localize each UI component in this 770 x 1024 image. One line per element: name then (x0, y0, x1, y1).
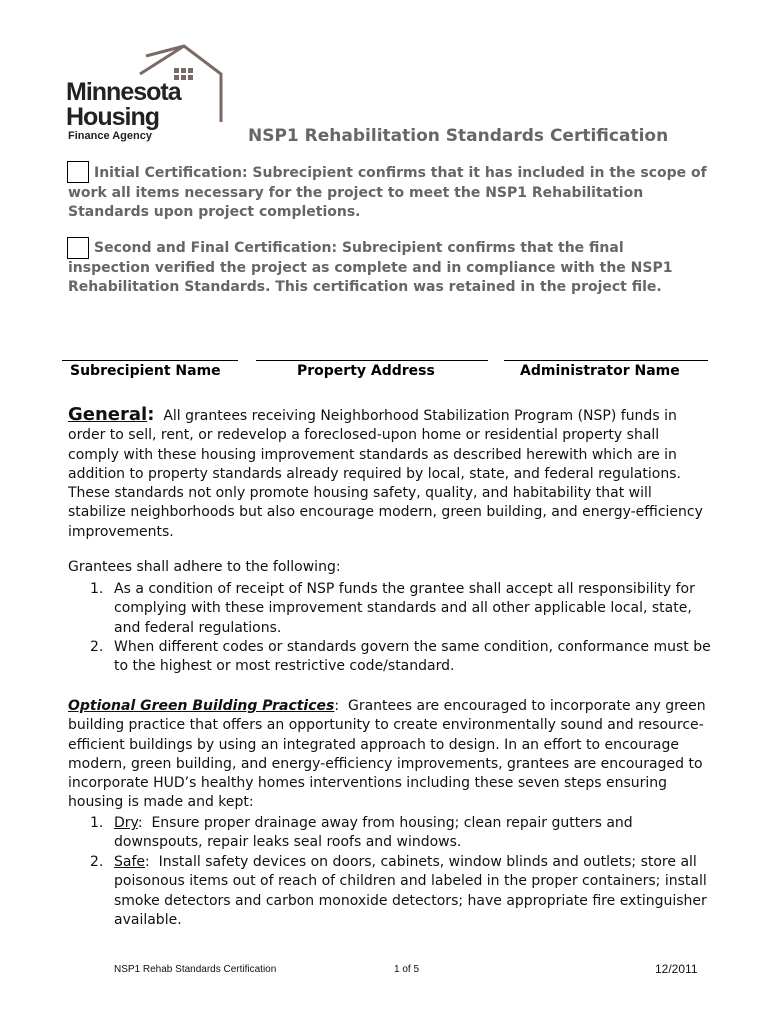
page-title: NSP1 Rehabilitation Standards Certification (248, 126, 669, 146)
list-item: 2. When different codes or standards govern the same condition, conformance must be to the highest or most restrictive code/standard. (90, 638, 720, 678)
initial-certification-text: Initial Certification: Subrecipient confirms that it has included in the scope of work all items necessary for the project to meet the NSP1 Rehabilitation Standards upon project completions. (68, 165, 707, 220)
grantee-requirement-2: When different codes or standards govern the same condition, conformance must be to the highest or most restrictive code/standard. (114, 639, 711, 675)
grantee-requirement-1: As a condition of receipt of NSP funds the grantee shall accept all responsibility for complying with these improvement standards and all other applicable local, state, and federal regulations. (114, 581, 695, 636)
subrecipient-name-label: Subrecipient Name (70, 363, 221, 379)
footer-page-number: 1 of 5 (394, 964, 420, 975)
logo-text-minnesota: Minnesota (66, 78, 181, 106)
footer-date: 12/2011 (655, 962, 698, 976)
property-address-label: Property Address (297, 363, 435, 379)
safe-text: Install safety devices on doors, cabinets, window blinds and outlets; store all poisonous items out of reach of children and labeled in the proper containers; install smoke detectors and carbon monoxide detectors; have appropriate fire extinguisher available. (114, 854, 707, 928)
administrator-name-label: Administrator Name (520, 363, 680, 379)
footer-document-name: NSP1 Rehab Standards Certification (114, 964, 277, 975)
logo-text-agency: Finance Agency (68, 130, 152, 142)
dry-term: Dry (114, 815, 138, 831)
general-heading: General (68, 404, 148, 425)
logo-text-housing: Housing (66, 103, 159, 131)
list-item: 1. Dry: Ensure proper drainage away from housing; clean repair gutters and downspouts, repair leaks seal roofs and windows. (90, 815, 633, 851)
green-building-text: Grantees are encouraged to incorporate any green building practice that offers an opportunity to create environmentally sound and resource-efficient buildings by using an integrated approach to design. In an effort to encourage modern, green building, and energy-efficiency improvements, grantees are encouraged to incorporate HUD’s healthy homes interventions including these seven steps ensuring housing is made and kept: (68, 698, 706, 811)
administrator-name-line[interactable] (504, 360, 708, 361)
list-item: 1. As a condition of receipt of NSP funds the grantee shall accept all responsibility for complying with these improvement standards and all other applicable local, state, and federal regulations. (90, 580, 720, 638)
final-certification-text: Second and Final Certification: Subrecipient confirms that the final inspection verified the project as complete and in compliance with the NSP1 Rehabilitation Standards. This certification was retained in the project file. (68, 240, 673, 295)
list-item: 2. Safe: Install safety devices on doors, cabinets, window blinds and outlets; store all poisonous items out of reach of children and labeled in the proper containers; install smoke detectors and carbon monoxide detectors; have appropriate fire extinguisher available. (90, 854, 707, 928)
subrecipient-name-line[interactable] (62, 360, 238, 361)
property-address-line[interactable] (256, 360, 488, 361)
general-text: All grantees receiving Neighborhood Stabilization Program (NSP) funds in order to sell, rent, or redevelop a foreclosed-upon home or residential property shall comply with these housing improvement standards as described herewith which are in addition to property standards already required by local, state, and federal regulations. These standards not only promote housing safety, quality, and habitability that will stabilize neighborhoods but also encourage modern, green building, and energy-efficiency improvements. (68, 408, 703, 540)
general-section: General: All grantees receiving Neighborhood Stabilization Program (NSP) funds in order to sell, rent, or redevelop a foreclosed-upon home or residential property shall comply with these housing improvement standards as described herewith which are in addition to property standards already required by local, state, and federal regulations. These standards not only promote housing safety, quality, and habitability that will stabilize neighborhoods but also encourage modern, green building, and energy-efficiency improvements. (68, 404, 703, 540)
grantees-intro: Grantees shall adhere to the following: (68, 559, 341, 575)
green-building-heading: Optional Green Building Practices (68, 698, 335, 714)
minnesota-housing-logo (66, 44, 226, 150)
safe-term: Safe (114, 854, 146, 870)
green-building-section: Optional Green Building Practices: Grantees are encouraged to incorporate any green building practice that offers an opportunity to create environmentally sound and resource-efficient buildings by using an integrated approach to design. In an effort to encourage modern, green building, and energy-efficiency improvements, grantees are encouraged to incorporate HUD’s healthy homes interventions including these seven steps ensuring housing is made and kept: (68, 698, 706, 811)
dry-text: Ensure proper drainage away from housing; clean repair gutters and downspouts, repair leaks seal roofs and windows. (114, 815, 633, 851)
